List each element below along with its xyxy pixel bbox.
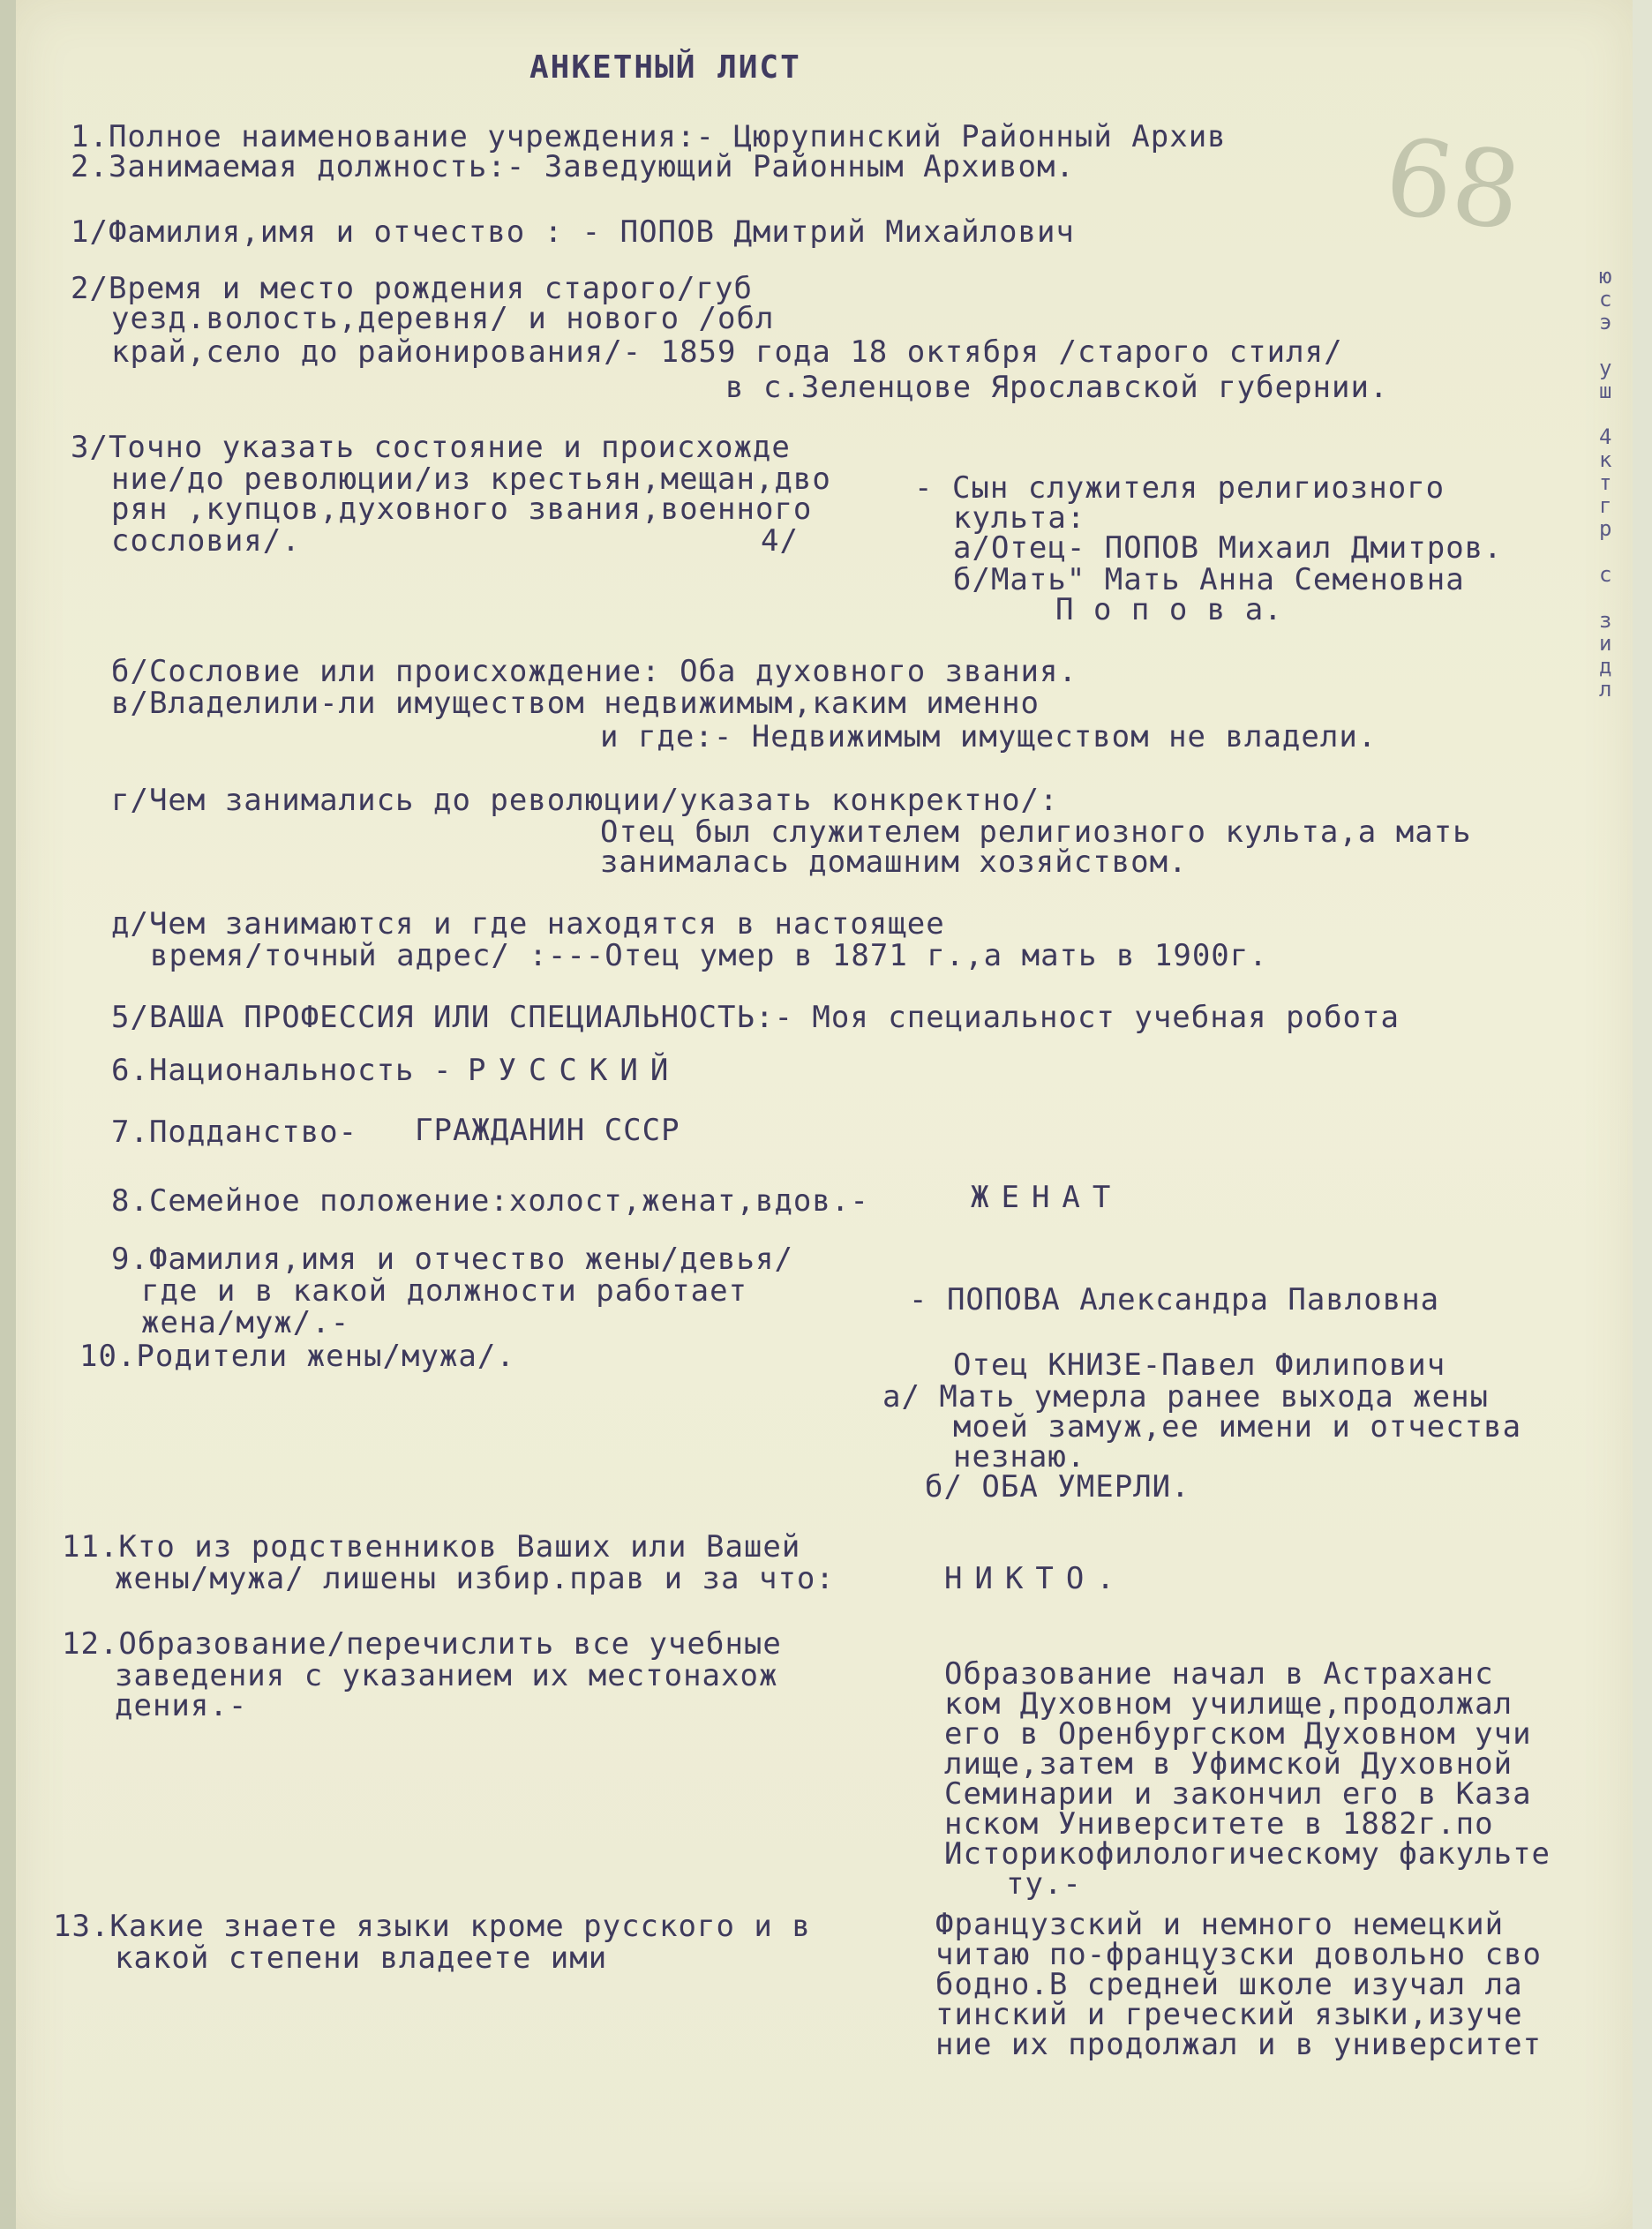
q3b-estate: б/Сословие или происхождение: Оба духовного звания. — [111, 654, 1078, 689]
q13-answer-4: тинский и греческий языки,изуче — [935, 1997, 1523, 2032]
q11-line-2: жены/мужа/ лишены избир.прав и за что: — [115, 1561, 835, 1596]
q10-answer-2: а/ Мать умерла ранее выхода жены — [882, 1379, 1490, 1415]
q3-line-1: 3/Точно указать состояние и происхожде — [71, 430, 791, 465]
q12-answer-8: ту.- — [1006, 1866, 1082, 1902]
q12-answer-7: Историкофилологическому факульте — [944, 1836, 1551, 1872]
q13-answer-3: бодно.В средней школе изучал ла — [935, 1967, 1523, 2002]
q12-line-3: дения.- — [115, 1688, 248, 1723]
q3-answer-5: П о п о в а. — [1055, 592, 1283, 627]
q9-line-2: где и в какой должности работает — [141, 1273, 748, 1309]
q12-answer-3: его в Оренбургском Духовном учи — [944, 1716, 1532, 1752]
q2-line-3: край,село до районирования/- 1859 года 18 октября /старого стиля/ — [111, 334, 1343, 370]
document-title: АНКЕТНЫЙ ЛИСТ — [529, 49, 801, 86]
q1-full-name: 1/Фамилия,имя и отчество : - ПОПОВ Дмитрий Михайлович — [71, 214, 1075, 250]
q3-item-number: 4/ — [761, 523, 799, 559]
q3g-line-3: занималась домашним хозяйством. — [600, 844, 1188, 880]
q2-line-2: уезд.волость,деревня/ и нового /обл — [111, 301, 775, 336]
q8-label: 8.Семейное положение:холост,женат,вдов.- — [111, 1183, 869, 1219]
q8-answer: ЖЕНАТ — [971, 1180, 1123, 1215]
q9-line-1: 9.Фамилия,имя и отчество жены/девья/ — [111, 1242, 793, 1277]
q3-line-4: сословия/. — [111, 523, 301, 559]
q3d-line-2: время/точный адрес/ :---Отец умер в 1871 г.,а мать в 1900г. — [150, 938, 1268, 973]
q3-answer-4: б/Мать" Мать Анна Семеновна — [953, 562, 1465, 597]
q13-answer-2: читаю по-французски довольно сво — [935, 1937, 1543, 1972]
q12-answer-1: Образование начал в Астраханс — [944, 1656, 1494, 1692]
q7-answer: ГРАЖДАНИН СССР — [415, 1113, 680, 1148]
q6-label: 6.Национальность - — [111, 1053, 453, 1088]
q13-answer-1: Французский и немного немецкий — [935, 1907, 1505, 1942]
q12-answer-5: Семинарии и закончил его в Каза — [944, 1776, 1532, 1812]
q3g-line-2: Отец был служителем религиозного культа,а мать — [600, 814, 1472, 850]
q10-answer-4: незнаю. — [953, 1439, 1086, 1475]
q3d-line-1: д/Чем занимаются и где находятся в настоящее — [111, 906, 945, 942]
q10-answer-5: б/ ОБА УМЕРЛИ. — [925, 1469, 1190, 1505]
q3-line-2: ние/до революции/из крестьян,мещан,дво — [111, 462, 831, 497]
q11-line-1: 11.Кто из родственников Ваших или Вашей — [62, 1529, 801, 1565]
q9-answer: - ПОПОВА Александра Павловна — [909, 1282, 1440, 1317]
q3-answer-3: а/Отец- ПОПОВ Михаил Дмитров. — [953, 530, 1503, 566]
q11-answer: НИКТО. — [944, 1561, 1127, 1596]
bleed-through-text: ю с э у ш 4 к т г р с з и д л — [1599, 264, 1612, 702]
archive-number-stamp: 68 — [1378, 115, 1528, 255]
position-line: 2.Занимаемая должность:- Заведующий Районным Архивом. — [71, 149, 1075, 184]
q6-answer: РУССКИЙ — [468, 1053, 681, 1088]
q10-label: 10.Родители жены/мужа/. — [79, 1339, 515, 1374]
q3-line-3: рян ,купцов,духовного звания,военного — [111, 492, 813, 527]
q10-answer-3: моей замуж,ее имени и отчества — [953, 1409, 1522, 1445]
q5-profession: 5/ВАША ПРОФЕССИЯ ИЛИ СПЕЦИАЛЬНОСТЬ:- Моя специальност учебная робота — [111, 1000, 1400, 1035]
q12-line-1: 12.Образование/перечислить все учебные — [62, 1626, 782, 1662]
q13-answer-5: ние их продолжал и в университет — [935, 2027, 1543, 2062]
q12-line-2: заведения с указанием их местонахож — [115, 1658, 778, 1693]
q13-line-1: 13.Какие знаете языки кроме русского и в — [53, 1909, 811, 1944]
q3v-line-2: и где:- Недвижимым имуществом не владели. — [600, 719, 1378, 754]
q10-answer-1: Отец КНИЗЕ-Павел Филипович — [953, 1347, 1446, 1383]
q12-answer-6: нском Университете в 1882г.по — [944, 1806, 1494, 1842]
institution-line: 1.Полное наименование учреждения:- Цюрупинский Районный Архив — [71, 119, 1227, 154]
q2-line-1: 2/Время и место рождения старого/губ — [71, 271, 753, 306]
q3g-line-1: г/Чем занимались до революции/указать конкректно/: — [111, 783, 1059, 818]
q12-answer-4: лище,затем в Уфимской Духовной — [944, 1746, 1513, 1782]
q3v-line-1: в/Владелили-ли имуществом недвижимым,каким именно — [111, 686, 1040, 721]
scan-left-edge — [0, 0, 16, 2229]
q3-answer-2: культа: — [953, 500, 1086, 536]
q9-line-3: жена/муж/.- — [141, 1305, 350, 1340]
q2-line-4: в с.Зеленцове Ярославской губернии. — [725, 370, 1389, 405]
q12-answer-2: ком Духовном училище,продолжал — [944, 1686, 1513, 1722]
q13-line-2: какой степени владеете ими — [115, 1940, 608, 1976]
q3-answer-1: - Сын служителя религиозного — [914, 470, 1446, 506]
scan-right-edge — [1633, 0, 1652, 2229]
q7-label: 7.Подданство- — [111, 1114, 358, 1150]
